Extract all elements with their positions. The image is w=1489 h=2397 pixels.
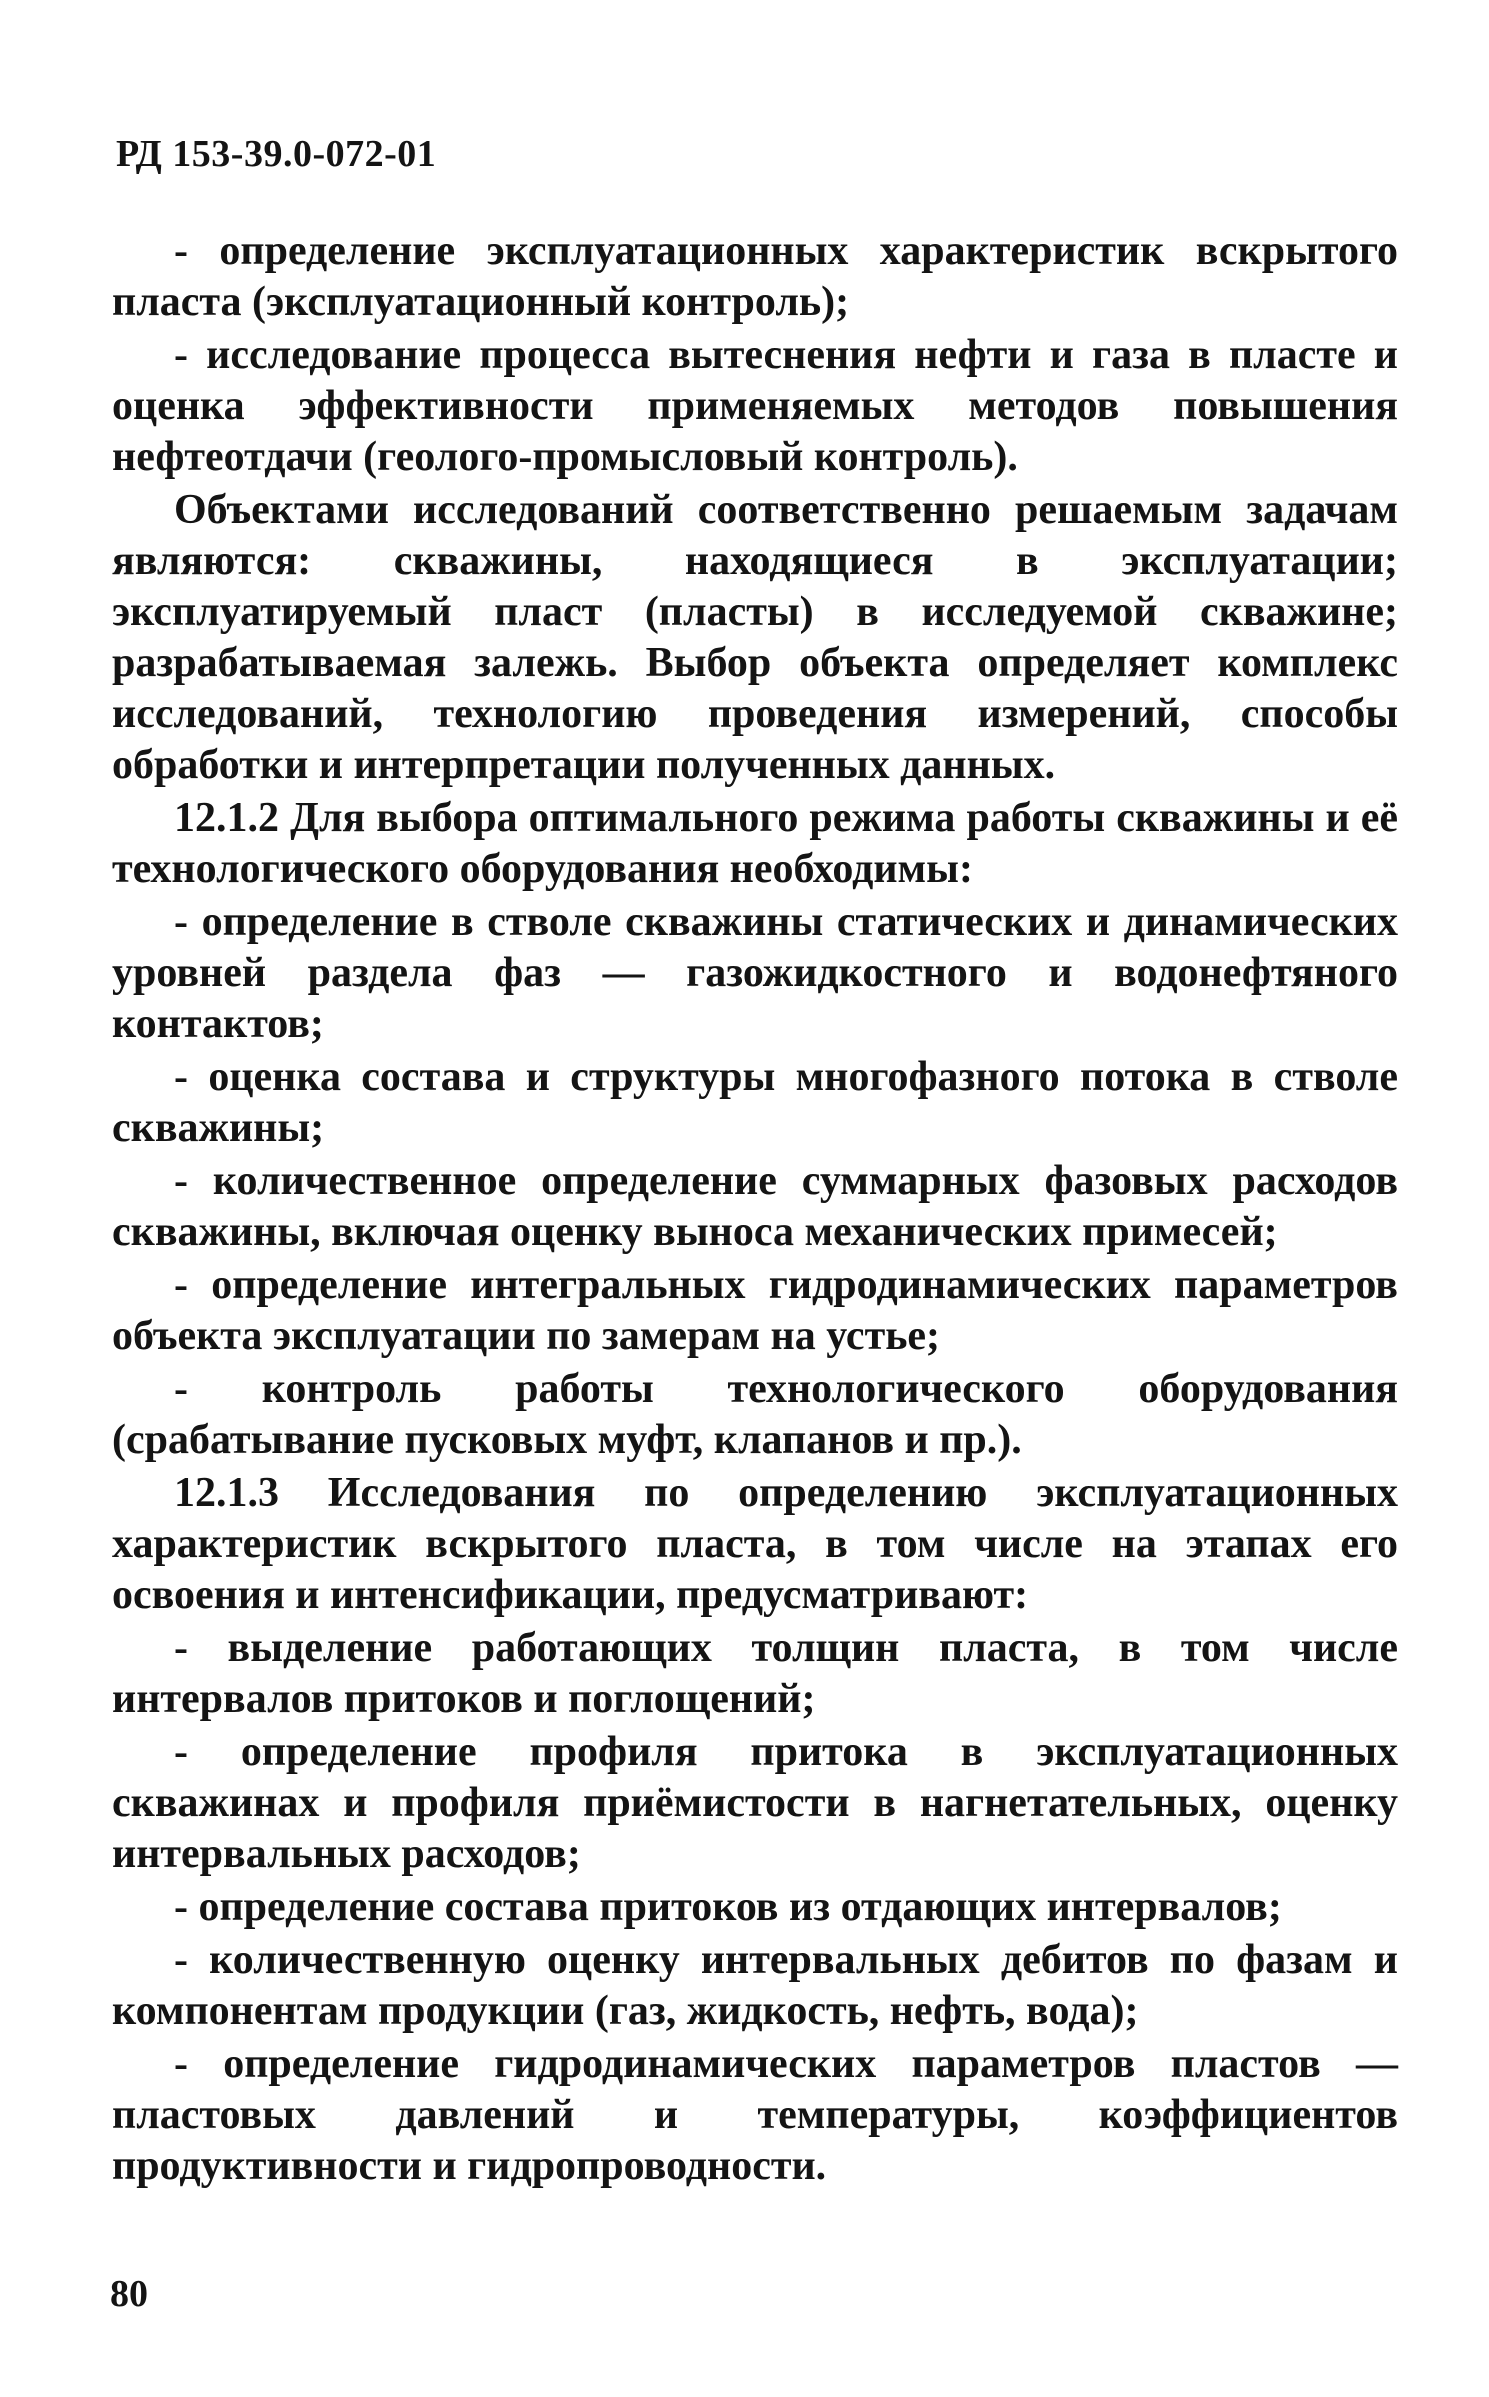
paragraph: - оценка состава и структуры многофазного потока в стволе скважины; — [112, 1054, 1398, 1151]
paragraph: - выделение работающих толщин пласта, в том числе интервалов притоков и поглощений; — [112, 1625, 1398, 1722]
paragraph: - количественное определение суммарных фазовых расходов скважины, включая оценку выноса механических примесей; — [112, 1158, 1398, 1255]
paragraph: - определение эксплуатационных характеристик вскрытого пласта (эксплуатационный контроль); — [112, 228, 1398, 325]
paragraph: - определение гидродинамических параметров пластов — пластовых давлений и температуры, коэффициентов продуктивности и гидропроводности. — [112, 2041, 1398, 2189]
paragraph: - определение интегральных гидродинамических параметров объекта эксплуатации по замерам на устье; — [112, 1262, 1398, 1359]
paragraph: - исследование процесса вытеснения нефти и газа в пласте и оценка эффективности применяемых методов повышения нефтеотдачи (геолого-промысловый контроль). — [112, 332, 1398, 480]
document-body — [112, 226, 1398, 2194]
page-number: 80 — [110, 2273, 148, 2315]
paragraph: - определение в стволе скважины статических и динамических уровней раздела фаз — газожидкостного и водонефтяного контактов; — [112, 899, 1398, 1047]
paragraph: - контроль работы технологического оборудования (срабатывание пусковых муфт, клапанов и пр.). — [112, 1366, 1398, 1463]
paragraph: 12.1.3 Исследования по определению эксплуатационных характеристик вскрытого пласта, в том числе на этапах его освоения и интенсификации, предусматривают: — [112, 1470, 1398, 1618]
document-code-header: РД 153-39.0-072-01 — [116, 133, 437, 175]
paragraph: Объектами исследований соответственно решаемым задачам являются: скважины, находящиеся в эксплуатации; эксплуатируемый пласт (пласты) в исследуемой скважине; разрабатываемая залежь. Выбор объекта определяет комплекс исследований, технологию проведения измерений, способы обработки и интерпретации полученных данных. — [112, 487, 1398, 788]
paragraph: 12.1.2 Для выбора оптимального режима работы скважины и её технологического оборудования необходимы: — [112, 795, 1398, 892]
paragraph: - количественную оценку интервальных дебитов по фазам и компонентам продукции (газ, жидкость, нефть, вода); — [112, 1937, 1398, 2034]
paragraph: - определение профиля притока в эксплуатационных скважинах и профиля приёмистости в нагнетательных, оценку интервальных расходов; — [112, 1729, 1398, 1877]
paragraph: - определение состава притоков из отдающих интервалов; — [174, 1884, 1282, 1930]
